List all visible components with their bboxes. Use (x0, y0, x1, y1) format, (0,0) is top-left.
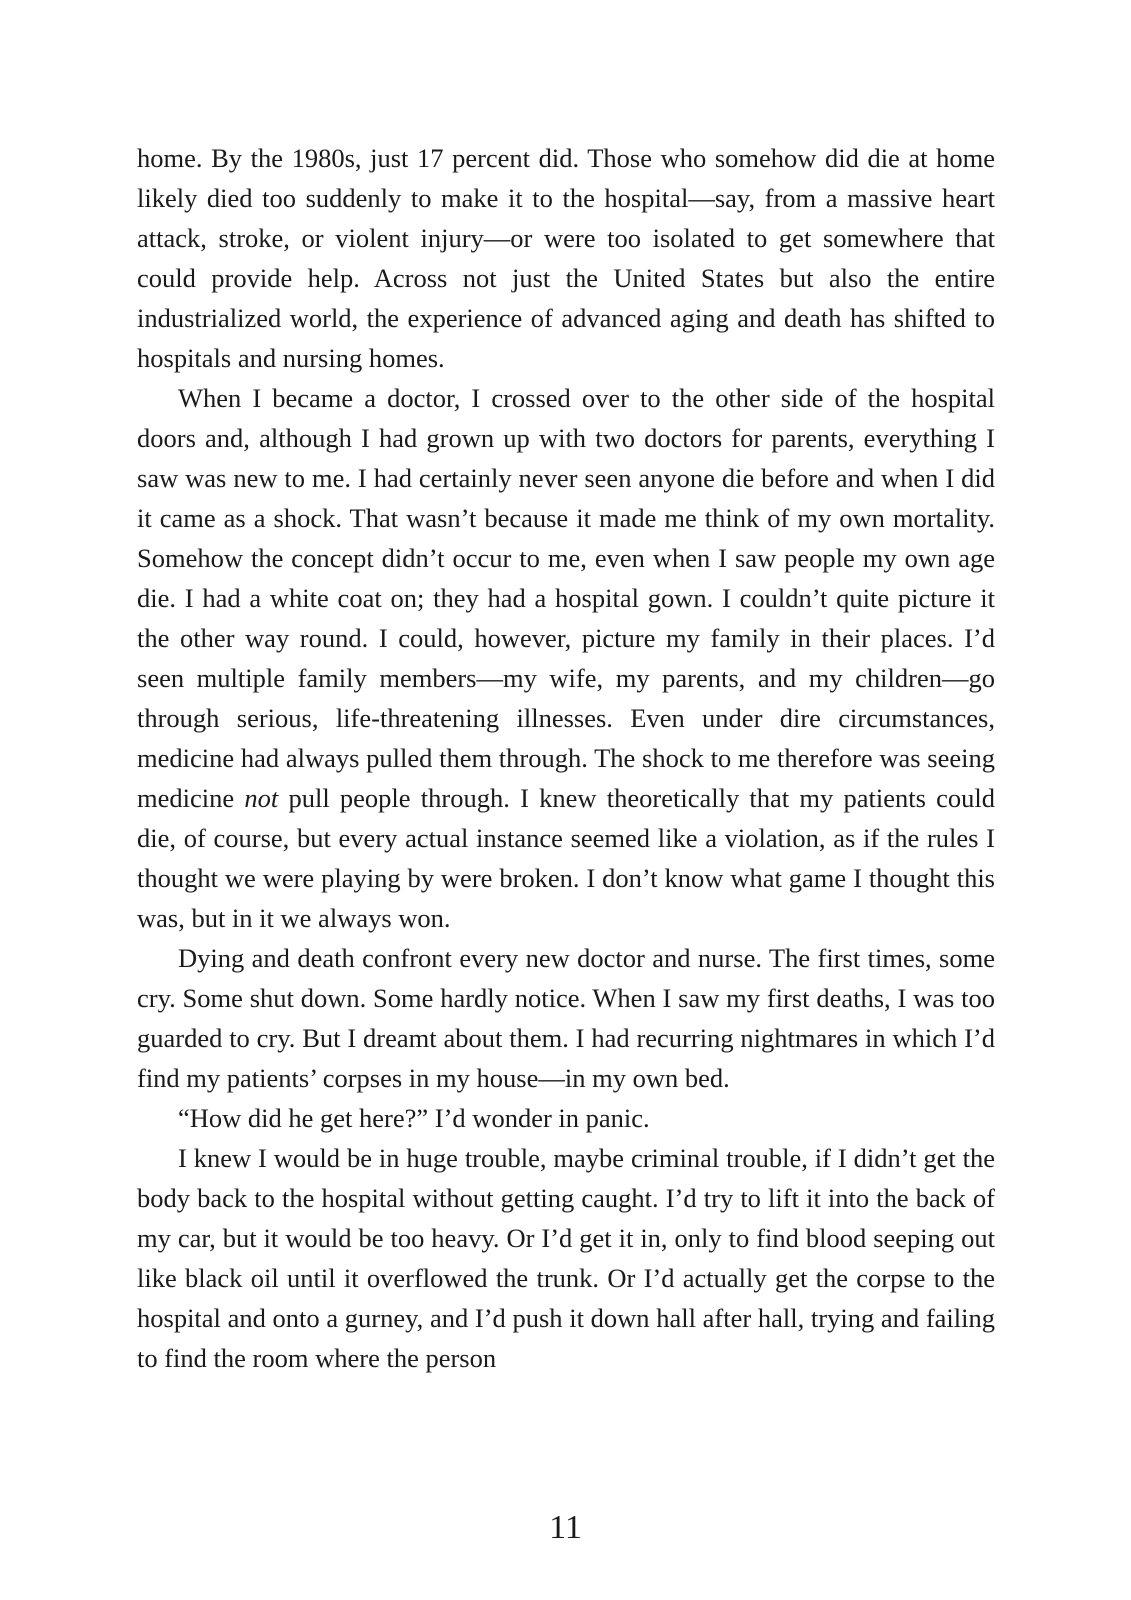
paragraph-2-emphasis: not (244, 783, 279, 813)
paragraph-2-text-after-emphasis: pull people through. I knew theoretically that my patients could die, of course, but every actual instance seemed like a violation, as if the rules I thought we were playing by were broken. I don’t know what game I thought this was, but in it we always won. (137, 783, 996, 933)
page-number: 11 (549, 1509, 582, 1546)
paragraph-2-text-before-emphasis: When I became a doctor, I crossed over to the other side of the hospital doors and, although I had grown up with two doctors for parents, everything I saw was new to me. I had certainly never seen anyone die before and when I did it came as a shock. That wasn’t because it made me think of my own mortality. Somehow the concept didn’t occur to me, even when I saw people my own age die. I had a white coat on; they had a hospital gown. I couldn’t quite picture it the other way round. I could, however, picture my family in their places. I’d seen multiple family members—my wife, my parents, and my children—go through serious, life-threatening illnesses. Even under dire circumstances, medicine had always pulled them through. The shock to me therefore was seeing medicine (137, 383, 995, 813)
page-body-text (137, 138, 995, 1378)
paragraph-4: “How did he get here?” I’d wonder in panic. (178, 1103, 650, 1133)
paragraph-2 (137, 378, 995, 938)
paragraph-5: I knew I would be in huge trouble, maybe criminal trouble, if I didn’t get the body back to the hospital without getting caught. I’d try to lift it into the back of my car, but it would be too heavy. Or I’d get it in, only to find blood seeping out like black oil until it overflowed the trunk. Or I’d actually get the corpse to the hospital and onto a gurney, and I’d push it down hall after hall, trying and failing to find the room where the person (137, 1143, 995, 1373)
paragraph-1: home. By the 1980s, just 17 percent did. Those who somehow did die at home likely died too suddenly to make it to the hospital—say, from a massive heart attack, stroke, or violent injury—or were too isolated to get somewhere that could provide help. Across not just the United States but also the entire industrialized world, the experience of advanced aging and death has shifted to hospitals and nursing homes. (137, 143, 995, 373)
paragraph-3: Dying and death confront every new doctor and nurse. The first times, some cry. Some shut down. Some hardly notice. When I saw my first deaths, I was too guarded to cry. But I dreamt about them. I had recurring nightmares in which I’d find my patients’ corpses in my house—in my own bed. (137, 943, 995, 1093)
